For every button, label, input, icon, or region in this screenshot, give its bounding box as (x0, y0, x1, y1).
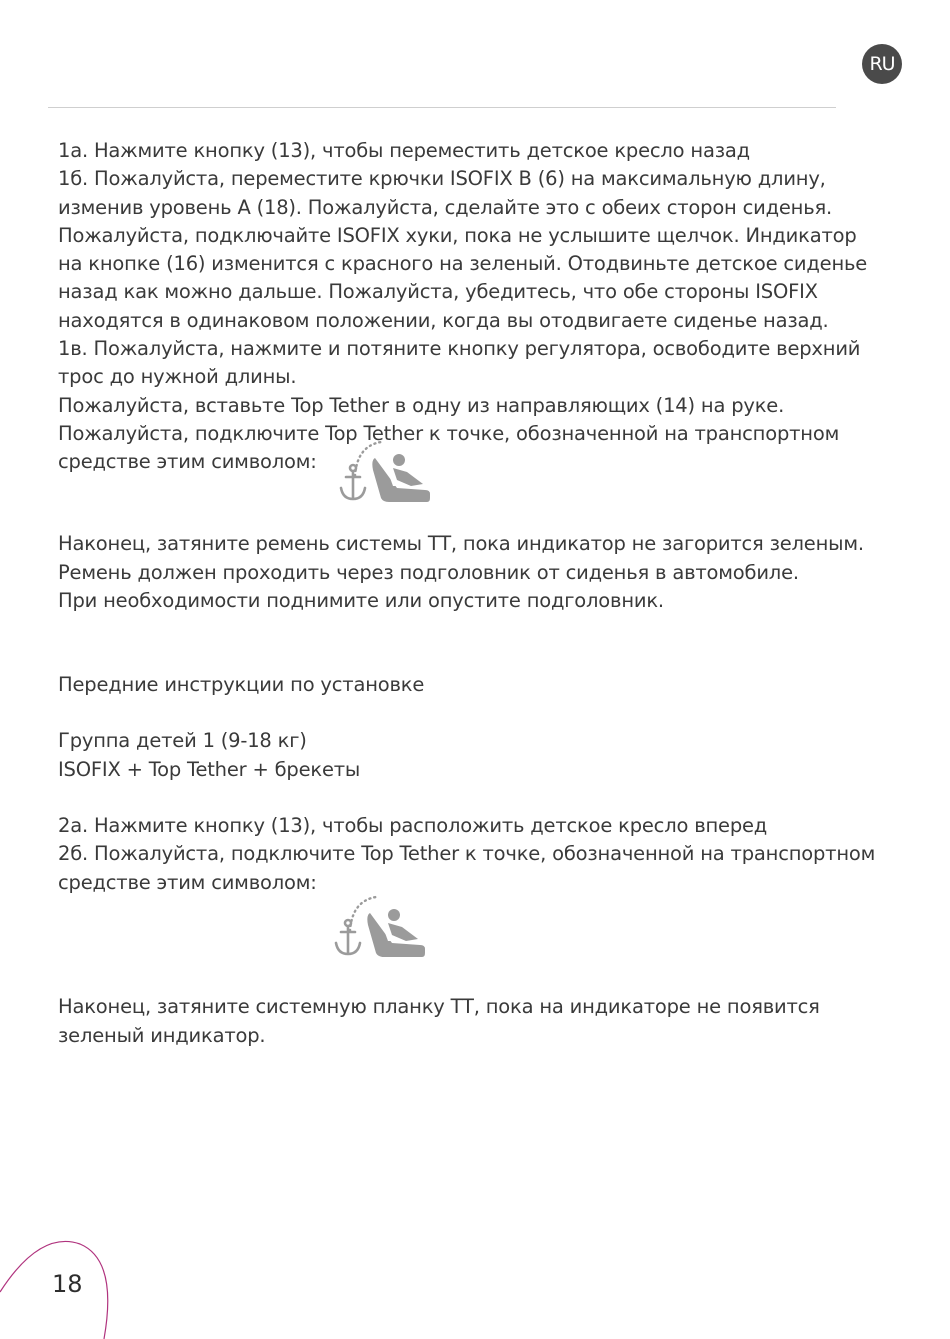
text-line: 2а. Нажмите кнопку (13), чтобы расположить детское кресло вперед (58, 814, 768, 838)
page-content (58, 137, 898, 1050)
text-line: назад как можно дальше. Пожалуйста, убедитесь, что обе стороны ISOFIX (58, 280, 818, 304)
section-forward-install (58, 812, 898, 897)
top-tether-anchor-icon (335, 436, 431, 506)
top-tether-anchor-icon (330, 891, 426, 961)
header-divider (48, 107, 836, 108)
text-line: на кнопке (16) изменится с красного на зеленый. Отодвиньте детское сиденье (58, 252, 868, 276)
text-line: Пожалуйста, вставьте Top Tether в одну из направляющих (14) на руке. (58, 393, 785, 417)
text-line: 1в. Пожалуйста, нажмите и потяните кнопку регулятора, освободите верхний (58, 337, 861, 361)
text-line: Наконец, затяните системную планку TT, пока на индикаторе не появится (58, 995, 820, 1019)
text-line: Наконец, затяните ремень системы TT, пока индикатор не загорится зеленым. (58, 532, 864, 556)
text-line: Ремень должен проходить через подголовник от сиденья в автомобиле. (58, 560, 799, 584)
text-line: Пожалуйста, подключайте ISOFIX хуки, пока не услышите щелчок. Индикатор (58, 223, 857, 247)
text-line (58, 448, 898, 506)
icon-block (330, 891, 898, 969)
section-forward-tighten (58, 993, 898, 1050)
text-line: трос до нужной длины. (58, 365, 297, 389)
text-line: 2б. Пожалуйста, подключите Top Tether к точке, обозначенной на транспортном (58, 842, 876, 866)
section-forward-heading (58, 671, 898, 699)
text-line: Пожалуйста, подключите Top Tether к точке, обозначенной на транспортном (58, 421, 840, 445)
text-line-content: средстве этим символом: (58, 450, 317, 474)
text-line: 1а. Нажмите кнопку (13), чтобы переместить детское кресло назад (58, 139, 750, 162)
group-line: Группа детей 1 (9-18 кг) (58, 729, 307, 753)
text-line: При необходимости поднимите или опустите подголовник. (58, 588, 664, 612)
language-badge: RU (862, 44, 902, 84)
text-line: зеленый индикатор. (58, 1023, 266, 1047)
text-line: средстве этим символом: (58, 870, 317, 894)
group-line: ISOFIX + Top Tether + брекеты (58, 757, 361, 781)
page-number: 18 (52, 1270, 83, 1298)
section-group-info (58, 727, 898, 784)
text-line: изменив уровень A (18). Пожалуйста, сделайте это с обеих сторон сиденья. (58, 195, 833, 219)
section-rear-install (58, 137, 898, 506)
section-heading: Передние инструкции по установке (58, 673, 425, 697)
section-tighten-tt (58, 530, 898, 615)
text-line: 1б. Пожалуйста, переместите крючки ISOFIX B (6) на максимальную длину, (58, 167, 826, 191)
text-line: находятся в одинаковом положении, когда вы отодвигаете сиденье назад. (58, 308, 829, 332)
